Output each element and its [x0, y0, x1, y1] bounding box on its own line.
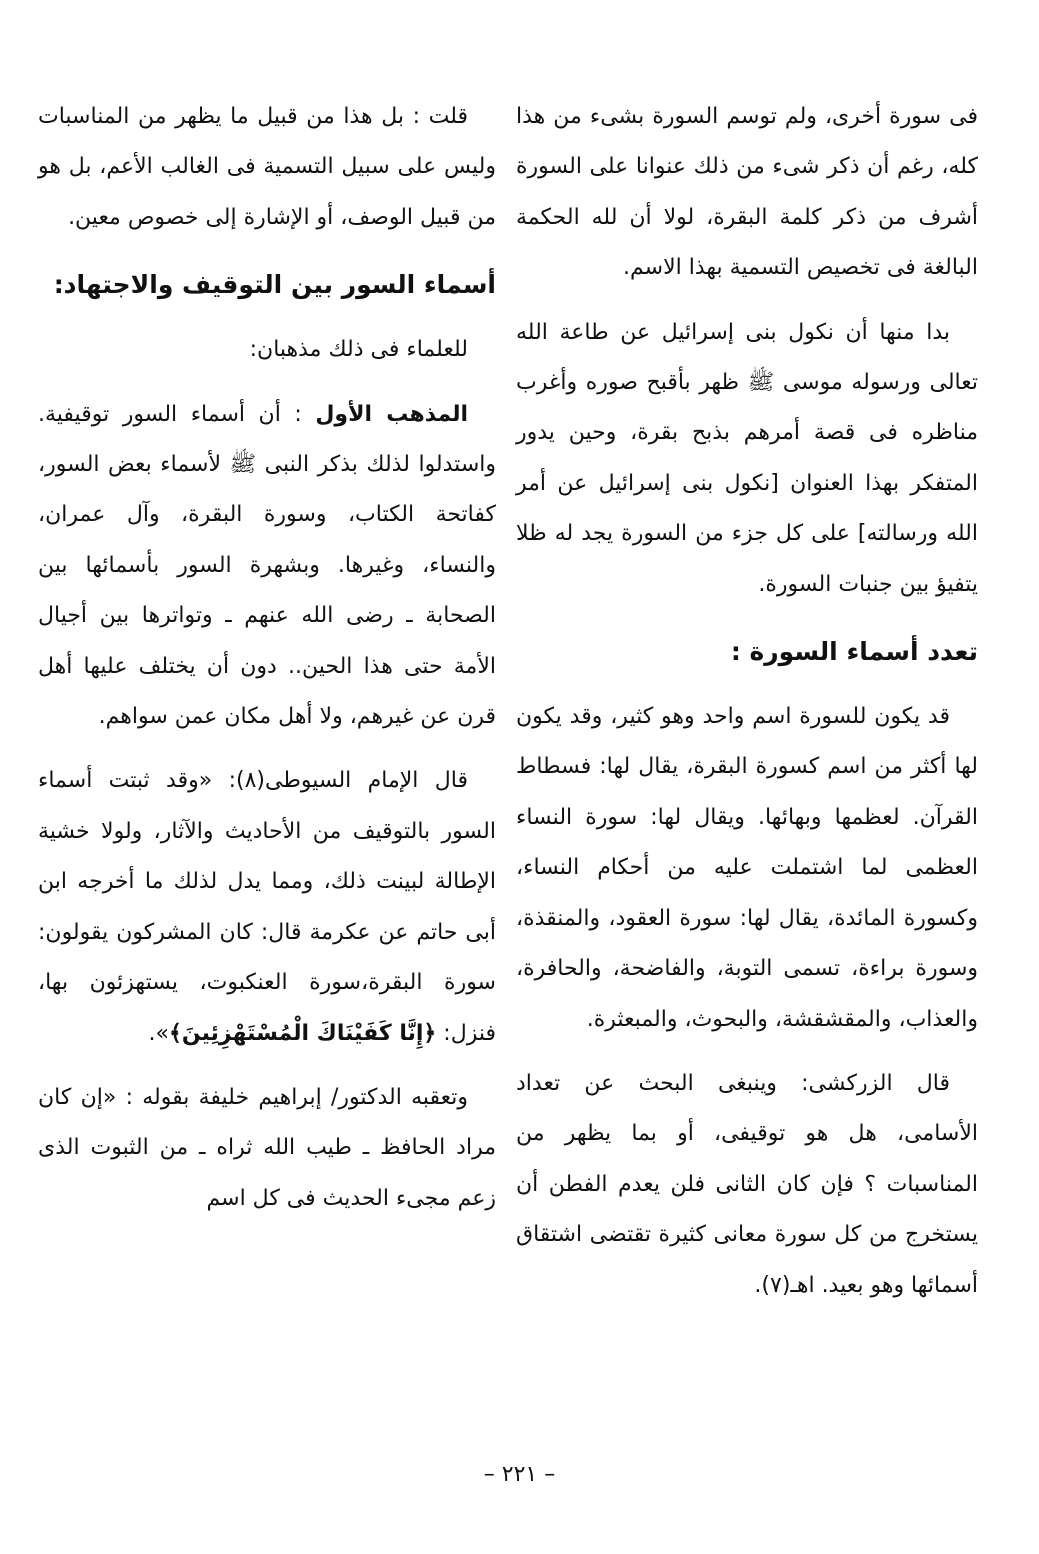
paragraph — [38, 756, 496, 1058]
paragraph: فى سورة أخرى، ولم توسم السورة بشىء من هذا كله، رغم أن ذكر شىء من ذلك عنوانا على السورة أشرف من ذكر كلمة البقرة، لولا أن لله الحكمة البالغة فى تخصيص التسمية بهذا الاسم. — [516, 104, 978, 281]
paragraph-text: ». — [148, 1020, 169, 1046]
paragraph — [38, 390, 496, 743]
left-column — [38, 92, 496, 1224]
paragraph: قد يكون للسورة اسم واحد وهو كثير، وقد يكون لها أكثر من اسم كسورة البقرة، يقال لها: فسطاط القرآن. لعظمها وبهائها. ويقال لها: سورة النساء العظمى لما اشتملت عليه من أحكام النساء، وكسورة المائدة، يقال لها: سورة العقود، والمنقذة، وسورة براءة، تسمى التوبة، والفاضحة، والحافرة، والعذاب، والمقشقشة، والبحوث، والمبعثرة. — [516, 704, 978, 1032]
paragraph-text: : أن أسماء السور توقيفية. واستدلوا لذلك بذكر النبى ﷺ لأسماء بعض السور، كفاتحة الكتاب، وسورة البقرة، وآل عمران، والنساء، وغيرها. وبشهرة السور بأسمائها بين الصحابة ـ رضى الله عنهم ـ وتواترها بين أجيال الأمة حتى هذا الحين.. دون أن يختلف عليها أهل قرن عن غيرهم، ولا أهل مكان عمن سواهم. — [38, 401, 496, 730]
term-label: المذهب الأول — [315, 401, 469, 427]
page-number: – ٢٢١ – — [483, 1462, 556, 1487]
paragraph: قال الزركشى: وينبغى البحث عن تعداد الأسامى، هل هو توقيفى، أو بما يظهر من المناسبات ؟ فإن كان الثانى فلن يعدم الفطن أن يستخرج من كل سورة معانى كثيرة تقتضى اشتقاق أسمائها وهو بعيد. اهـ(٧). — [516, 1070, 978, 1298]
paragraph: وتعقبه الدكتور/ إبراهيم خليفة بقوله : «إن كان مراد الحافظ ـ طيب الله ثراه ـ من الثبوت الذى زعم مجىء الحديث فى كل اسم — [38, 1084, 496, 1211]
right-column — [516, 92, 978, 1311]
paragraph: بدا منها أن نكول بنى إسرائيل عن طاعة الله تعالى ورسوله موسى ﷺ ظهر بأقبح صوره وأغرب مناظره فى قصة أمرهم بذبح بقرة، وحين يدور المتفكر بهذا العنوان [نكول بنى إسرائيل عن أمر الله ورسالته] على كل جزء من السورة يجد له ظلا يتفيؤ بين جنبات السورة. — [516, 319, 978, 597]
paragraph-text: قال الإمام السيوطى(٨): «وقد ثبتت أسماء السور بالتوقيف من الأحاديث والآثار، ولولا خشية الإطالة لبينت ذلك، ومما يدل لذلك ما أخرجه ابن أبى حاتم عن عكرمة قال: كان المشركون يقولون: سورة البقرة،سورة العنكبوت، يستهزئون بها، فنزل: — [38, 768, 496, 1046]
paragraph: قلت : بل هذا من قبيل ما يظهر من المناسبات وليس على سبيل التسمية فى الغالب الأعم، بل هو من قبيل الوصف، أو الإشارة إلى خصوص معين. — [38, 104, 496, 230]
section-heading: أسماء السور بين التوقيف والاجتهاد: — [53, 270, 496, 300]
section-heading: تعدد أسماء السورة : — [730, 637, 978, 667]
paragraph: للعلماء فى ذلك مذهبان: — [249, 337, 468, 363]
quran-verse: ﴿إِنَّا كَفَيْنَاكَ الْمُسْتَهْزِئِينَ﴾ — [168, 1020, 437, 1046]
